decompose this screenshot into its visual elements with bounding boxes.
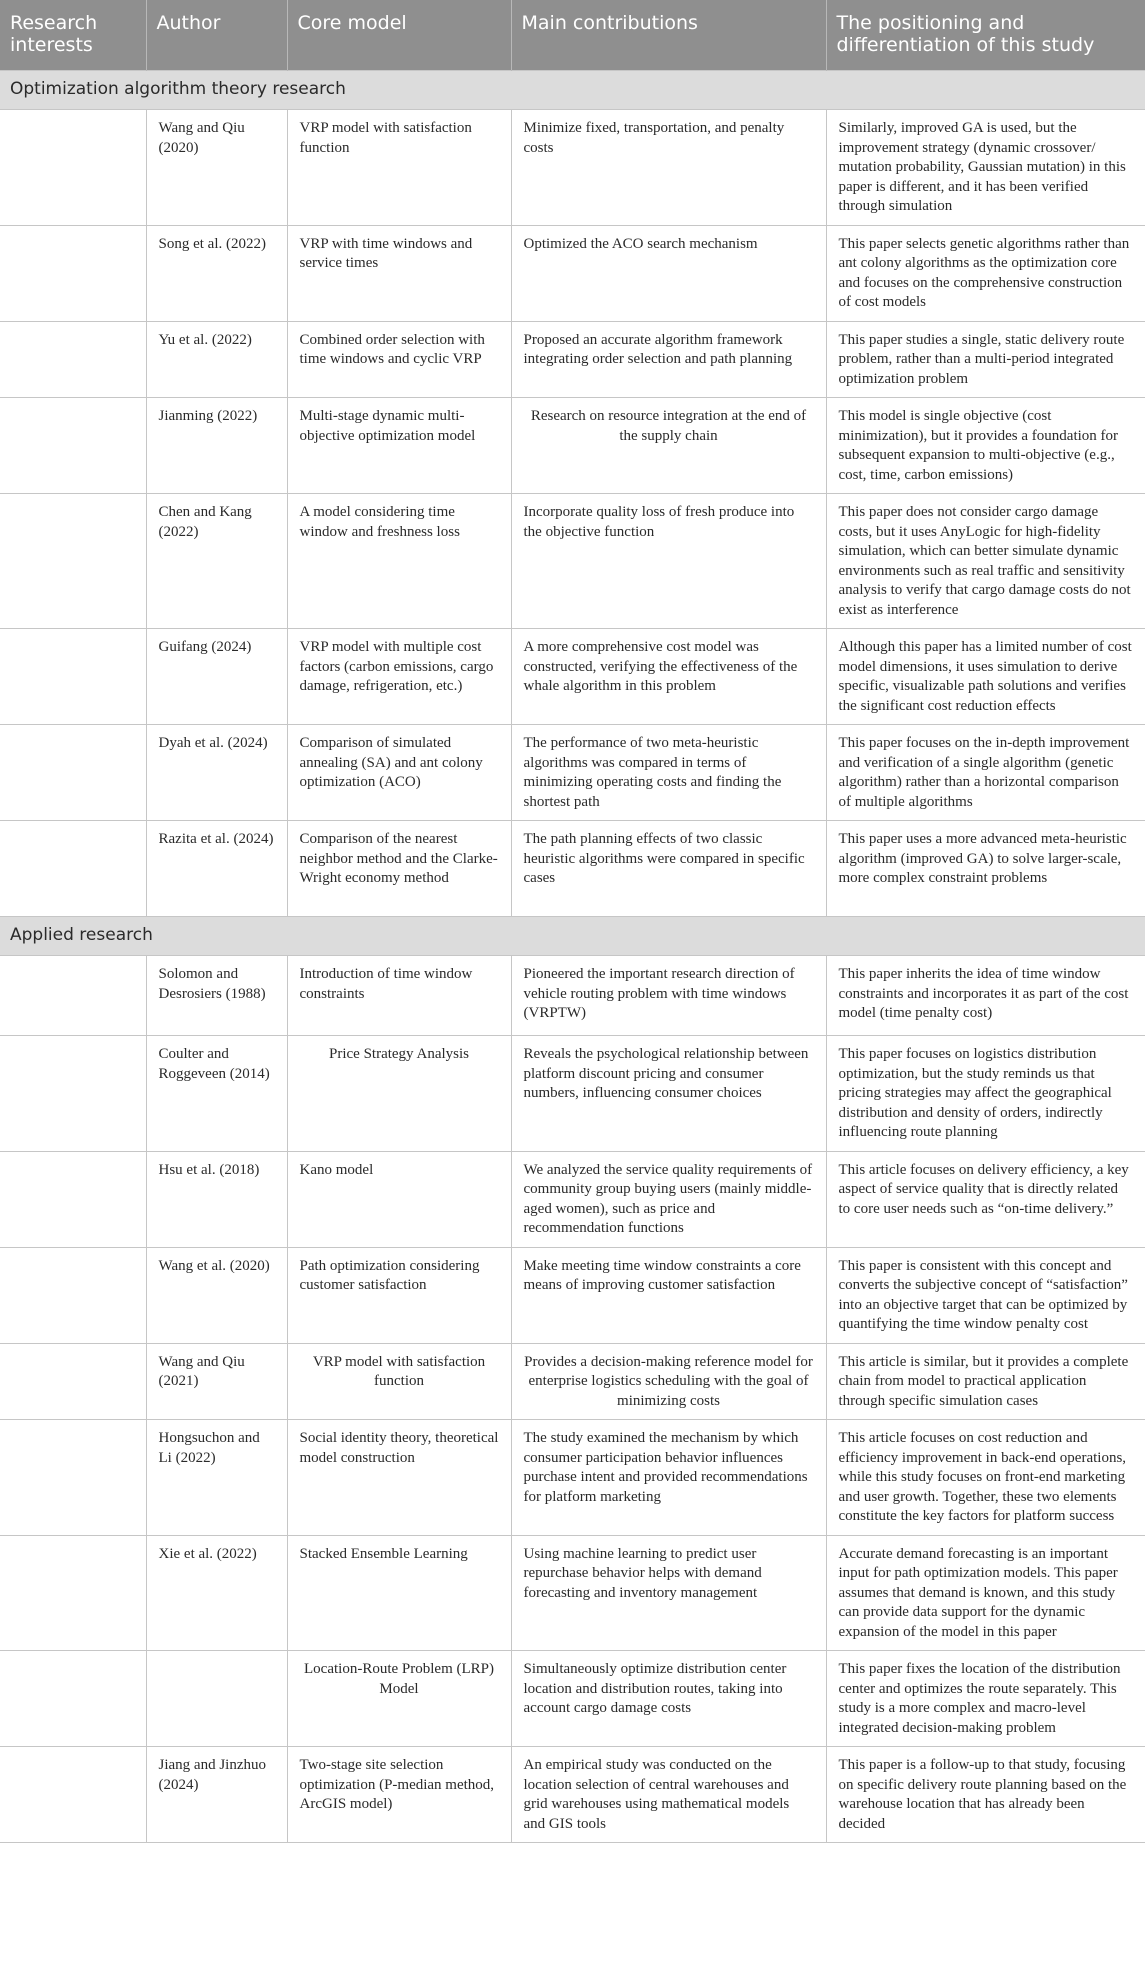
core-model-cell: Location-Route Problem (LRP) Model [287, 1651, 511, 1747]
table-row [0, 1343, 1145, 1420]
positioning-cell: This paper focuses on logistics distribution optimization, but the study reminds us that pricing strategies may affect the geographical distribution and density of orders, indirectly influencing route planning [826, 1036, 1145, 1152]
author-cell: Wang et al. (2020) [146, 1247, 287, 1343]
contribution-cell: The path planning effects of two classic heuristic algorithms were compared in specific cases [511, 821, 826, 917]
research-interest-cell [0, 1036, 146, 1152]
contribution-cell: Make meeting time window constraints a core means of improving customer satisfaction [511, 1247, 826, 1343]
core-model-cell: Comparison of the nearest neighbor method and the Clarke-Wright economy method [287, 821, 511, 917]
table-row [0, 1747, 1145, 1843]
section-row [0, 71, 1145, 110]
core-model-cell: Kano model [287, 1151, 511, 1247]
author-cell: Dyah et al. (2024) [146, 725, 287, 821]
research-interest-cell [0, 1651, 146, 1747]
contribution-cell: A more comprehensive cost model was constructed, verifying the effectiveness of the whale algorithm in this problem [511, 629, 826, 725]
table-row [0, 821, 1145, 917]
research-interest-cell [0, 1420, 146, 1536]
contribution-cell: Provides a decision-making reference model for enterprise logistics scheduling with the goal of minimizing costs [511, 1343, 826, 1420]
author-cell: Guifang (2024) [146, 629, 287, 725]
contribution-cell: The performance of two meta-heuristic algorithms was compared in terms of minimizing operating costs and finding the shortest path [511, 725, 826, 821]
research-interest-cell [0, 225, 146, 321]
positioning-cell: This paper focuses on the in-depth improvement and verification of a single algorithm (genetic algorithm) rather than a horizontal comparison of multiple algorithms [826, 725, 1145, 821]
core-model-cell: VRP with time windows and service times [287, 225, 511, 321]
core-model-cell: Introduction of time window constraints [287, 956, 511, 1036]
positioning-cell: This article focuses on delivery efficiency, a key aspect of service quality that is directly related to core user needs such as “on-time delivery.” [826, 1151, 1145, 1247]
core-model-cell: Multi-stage dynamic multi-objective optimization model [287, 398, 511, 494]
research-interest-cell [0, 725, 146, 821]
author-cell: Coulter and Roggeveen (2014) [146, 1036, 287, 1152]
research-interest-cell [0, 1247, 146, 1343]
contribution-cell: Minimize fixed, transportation, and penalty costs [511, 110, 826, 226]
header-positioning: The positioning and differentiation of this study [826, 0, 1145, 71]
section-row [0, 917, 1145, 956]
positioning-cell: This paper fixes the location of the distribution center and optimizes the route separately. This study is a more complex and macro-level integrated decision-making problem [826, 1651, 1145, 1747]
section-title: Optimization algorithm theory research [0, 71, 1145, 110]
positioning-cell: Although this paper has a limited number of cost model dimensions, it uses simulation to derive specific, visualizable path solutions and verifies the significant cost reduction effects [826, 629, 1145, 725]
positioning-cell: This paper selects genetic algorithms rather than ant colony algorithms as the optimization core and focuses on the comprehensive construction of cost models [826, 225, 1145, 321]
section-title: Applied research [0, 917, 1145, 956]
header-author: Author [146, 0, 287, 71]
core-model-cell: VRP model with satisfaction function [287, 110, 511, 226]
contribution-cell: An empirical study was conducted on the location selection of central warehouses and grid warehouses using mathematical models and GIS tools [511, 1747, 826, 1843]
core-model-cell: Comparison of simulated annealing (SA) and ant colony optimization (ACO) [287, 725, 511, 821]
contribution-cell: Simultaneously optimize distribution center location and distribution routes, taking into account cargo damage costs [511, 1651, 826, 1747]
positioning-cell: This model is single objective (cost minimization), but it provides a foundation for subsequent expansion to multi-objective (e.g., cost, time, carbon emissions) [826, 398, 1145, 494]
positioning-cell: Similarly, improved GA is used, but the improvement strategy (dynamic crossover/ mutation probability, Gaussian mutation) in this paper is different, and it has been verified through simulation [826, 110, 1145, 226]
author-cell: Wang and Qiu (2021) [146, 1343, 287, 1420]
core-model-cell: Social identity theory, theoretical model construction [287, 1420, 511, 1536]
author-cell: Song et al. (2022) [146, 225, 287, 321]
research-interest-cell [0, 110, 146, 226]
positioning-cell: This article focuses on cost reduction and efficiency improvement in back-end operations, while this study focuses on front-end marketing and user growth. Together, these two elements constitute the key factors for platform success [826, 1420, 1145, 1536]
positioning-cell: This paper is consistent with this concept and converts the subjective concept of “satisfaction” into an objective target that can be optimized by quantifying the time window penalty cost [826, 1247, 1145, 1343]
author-cell: Xie et al. (2022) [146, 1535, 287, 1651]
header-main-contributions: Main contributions [511, 0, 826, 71]
author-cell: Jianming (2022) [146, 398, 287, 494]
table-row [0, 494, 1145, 629]
research-interest-cell [0, 629, 146, 725]
positioning-cell: This paper uses a more advanced meta-heuristic algorithm (improved GA) to solve larger-scale, more complex constraint problems [826, 821, 1145, 917]
table-row [0, 1535, 1145, 1651]
contribution-cell: Pioneered the important research direction of vehicle routing problem with time windows (VRPTW) [511, 956, 826, 1036]
positioning-cell: This paper does not consider cargo damage costs, but it uses AnyLogic for high-fidelity simulation, which can better simulate dynamic environments such as real traffic and sensitivity analysis to verify that cargo damage costs do not exist as interference [826, 494, 1145, 629]
author-cell: Solomon and Desrosiers (1988) [146, 956, 287, 1036]
author-cell: Razita et al. (2024) [146, 821, 287, 917]
research-interest-cell [0, 1343, 146, 1420]
research-interest-cell [0, 1535, 146, 1651]
author-cell: Hsu et al. (2018) [146, 1151, 287, 1247]
table-row [0, 1151, 1145, 1247]
author-cell: Jiang and Jinzhuo (2024) [146, 1747, 287, 1843]
contribution-cell: Reveals the psychological relationship between platform discount pricing and consumer numbers, influencing consumer choices [511, 1036, 826, 1152]
core-model-cell: Path optimization considering customer satisfaction [287, 1247, 511, 1343]
research-interest-cell [0, 956, 146, 1036]
positioning-cell: This paper is a follow-up to that study, focusing on specific delivery route planning based on the warehouse location that has already been decided [826, 1747, 1145, 1843]
table-row [0, 1420, 1145, 1536]
author-cell [146, 1651, 287, 1747]
positioning-cell: Accurate demand forecasting is an important input for path optimization models. This paper assumes that demand is known, and this study can provide data support for the dynamic expansion of the model in this paper [826, 1535, 1145, 1651]
table-row [0, 725, 1145, 821]
research-interest-cell [0, 821, 146, 917]
core-model-cell: Combined order selection with time windows and cyclic VRP [287, 321, 511, 398]
core-model-cell: Price Strategy Analysis [287, 1036, 511, 1152]
research-interest-cell [0, 1151, 146, 1247]
positioning-cell: This article is similar, but it provides a complete chain from model to practical application through specific simulation cases [826, 1343, 1145, 1420]
contribution-cell: Proposed an accurate algorithm framework integrating order selection and path planning [511, 321, 826, 398]
contribution-cell: The study examined the mechanism by which consumer participation behavior influences purchase intent and provided recommendations for platform marketing [511, 1420, 826, 1536]
table-row [0, 321, 1145, 398]
table-row [0, 956, 1145, 1036]
contribution-cell: Research on resource integration at the end of the supply chain [511, 398, 826, 494]
research-interest-cell [0, 1747, 146, 1843]
table-row [0, 225, 1145, 321]
research-interest-cell [0, 321, 146, 398]
core-model-cell: VRP model with multiple cost factors (carbon emissions, cargo damage, refrigeration, etc.) [287, 629, 511, 725]
author-cell: Wang and Qiu (2020) [146, 110, 287, 226]
core-model-cell: VRP model with satisfaction function [287, 1343, 511, 1420]
header-row [0, 0, 1145, 71]
author-cell: Chen and Kang (2022) [146, 494, 287, 629]
positioning-cell: This paper inherits the idea of time window constraints and incorporates it as part of the cost model (time penalty cost) [826, 956, 1145, 1036]
research-interest-cell [0, 494, 146, 629]
contribution-cell: We analyzed the service quality requirements of community group buying users (mainly middle-aged women), such as price and recommendation functions [511, 1151, 826, 1247]
core-model-cell: Two-stage site selection optimization (P-median method, ArcGIS model) [287, 1747, 511, 1843]
research-interest-cell [0, 398, 146, 494]
core-model-cell: Stacked Ensemble Learning [287, 1535, 511, 1651]
header-research-interests: Research interests [0, 0, 146, 71]
author-cell: Hongsuchon and Li (2022) [146, 1420, 287, 1536]
table-row [0, 110, 1145, 226]
table-row [0, 629, 1145, 725]
table-row [0, 1651, 1145, 1747]
core-model-cell: A model considering time window and freshness loss [287, 494, 511, 629]
header-core-model: Core model [287, 0, 511, 71]
contribution-cell: Using machine learning to predict user repurchase behavior helps with demand forecasting and inventory management [511, 1535, 826, 1651]
author-cell: Yu et al. (2022) [146, 321, 287, 398]
positioning-cell: This paper studies a single, static delivery route problem, rather than a multi-period integrated optimization problem [826, 321, 1145, 398]
contribution-cell: Optimized the ACO search mechanism [511, 225, 826, 321]
contribution-cell: Incorporate quality loss of fresh produce into the objective function [511, 494, 826, 629]
table-row [0, 1036, 1145, 1152]
table-row [0, 398, 1145, 494]
table-row [0, 1247, 1145, 1343]
